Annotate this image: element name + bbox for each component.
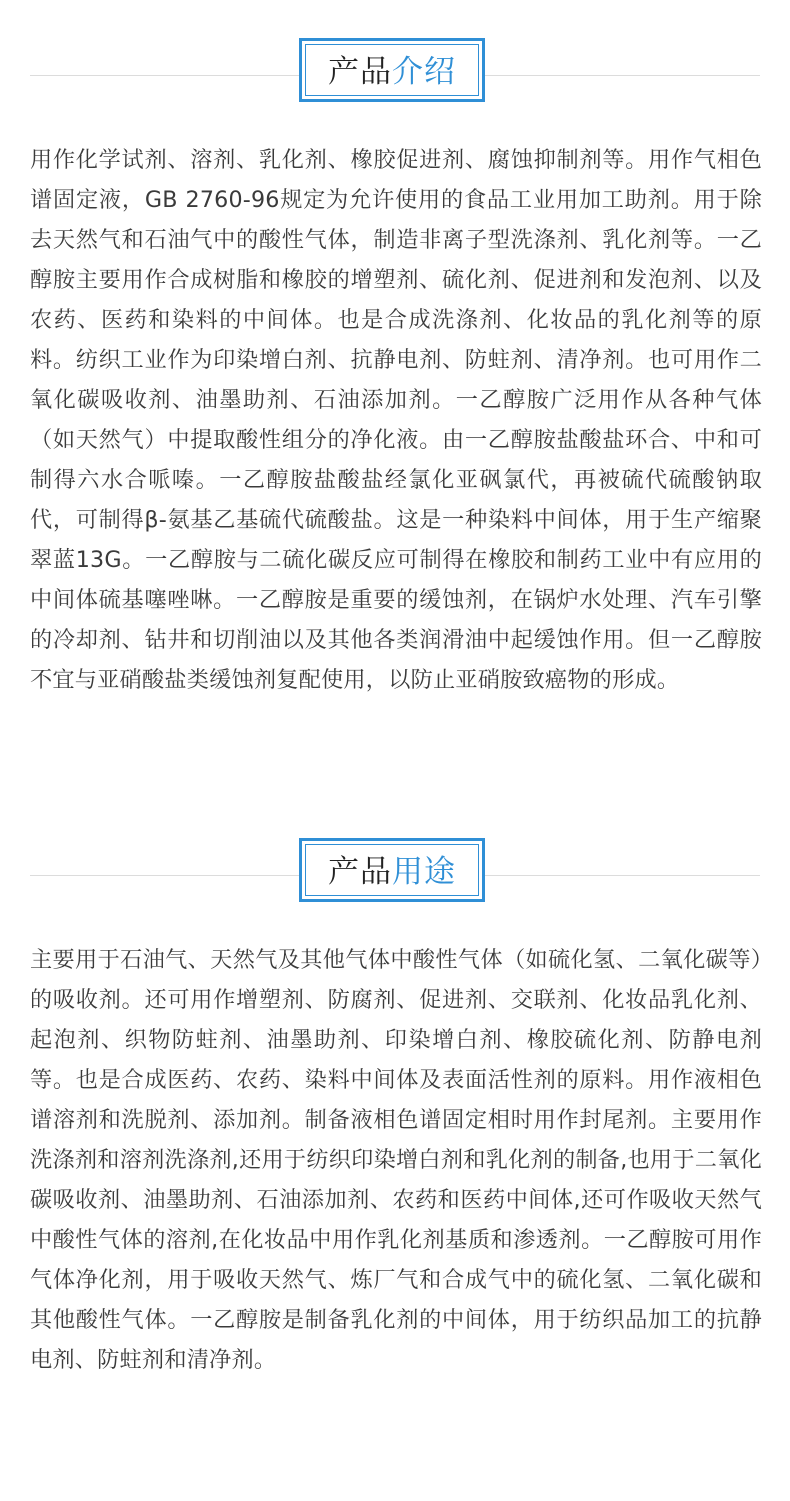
usage-paragraph: 主要用于石油气、天然气及其他气体中酸性气体（如硫化氢、二氧化碳等）的吸收剂。还可用作增塑剂、防腐剂、促进剂、交联剂、化妆品乳化剂、起泡剂、织物防蛀剂、油墨助剂、印染增白剂、橡胶硫化剂、防静电剂等。也是合成医药、农药、染料中间体及表面活性剂的原料。用作液相色谱溶剂和洗脱剂、添加剂。制备液相色谱固定相时用作封尾剂。主要用作洗涤剂和溶剂洗涤剂,还用于纺织印染增白剂和乳化剂的制备,也用于二氧化碳吸收剂、油墨助剂、石油添加剂、农药和医药中间体,还可作吸收天然气中酸性气体的溶剂,在化妆品中用作乳化剂基质和渗透剂。一乙醇胺可用作气体净化剂，用于吸收天然气、炼厂气和合成气中的硫化氢、二氧化碳和其他酸性气体。一乙醇胺是制备乳化剂的中间体，用于纺织品加工的抗静电剂、防蛀剂和清净剂。 <box>30 947 762 1373</box>
title-accent-part: 用途 <box>392 854 456 890</box>
section-product-intro <box>0 38 790 693</box>
section-product-usage <box>0 838 790 1373</box>
heading-frame <box>299 838 485 902</box>
intro-paragraph: 用作化学试剂、溶剂、乳化剂、橡胶促进剂、腐蚀抑制剂等。用作气相色谱固定液，GB 2760-96规定为允许使用的食品工业用加工助剂。用于除去天然气和石油气中的酸性气体，制造非离子型洗涤剂、乳化剂等。一乙醇胺主要用作合成树脂和橡胶的增塑剂、硫化剂、促进剂和发泡剂、以及农药、医药和染料的中间体。也是合成洗涤剂、化妆品的乳化剂等的原料。纺织工业作为印染增白剂、抗静电剂、防蛀剂、清净剂。也可用作二氧化碳吸收剂、油墨助剂、石油添加剂。一乙醇胺广泛用作从各种气体（如天然气）中提取酸性组分的净化液。由一乙醇胺盐酸盐环合、中和可制得六水合哌嗪。一乙醇胺盐酸盐经氯化亚砜氯代，再被硫代硫酸钠取代，可制得β-氨基乙基硫代硫酸盐。这是一种染料中间体，用于生产缩聚翠蓝13G。一乙醇胺与二硫化碳反应可制得在橡胶和制药工业中有应用的中间体硫基噻唑啉。一乙醇胺是重要的缓蚀剂，在锅炉水处理、汽车引擎的冷却剂、钻井和切削油以及其他各类润滑油中起缓蚀作用。但一乙醇胺不宜与亚硝酸盐类缓蚀剂复配使用，以防止亚硝胺致癌物的形成。 <box>30 147 762 693</box>
heading-frame <box>299 38 485 102</box>
title-accent-part: 介绍 <box>392 54 456 90</box>
section-title <box>302 41 482 105</box>
title-dark-part: 产品 <box>328 54 392 90</box>
section-heading <box>0 838 790 910</box>
section-heading <box>0 38 790 110</box>
section-title <box>302 841 482 905</box>
title-dark-part: 产品 <box>328 854 392 890</box>
